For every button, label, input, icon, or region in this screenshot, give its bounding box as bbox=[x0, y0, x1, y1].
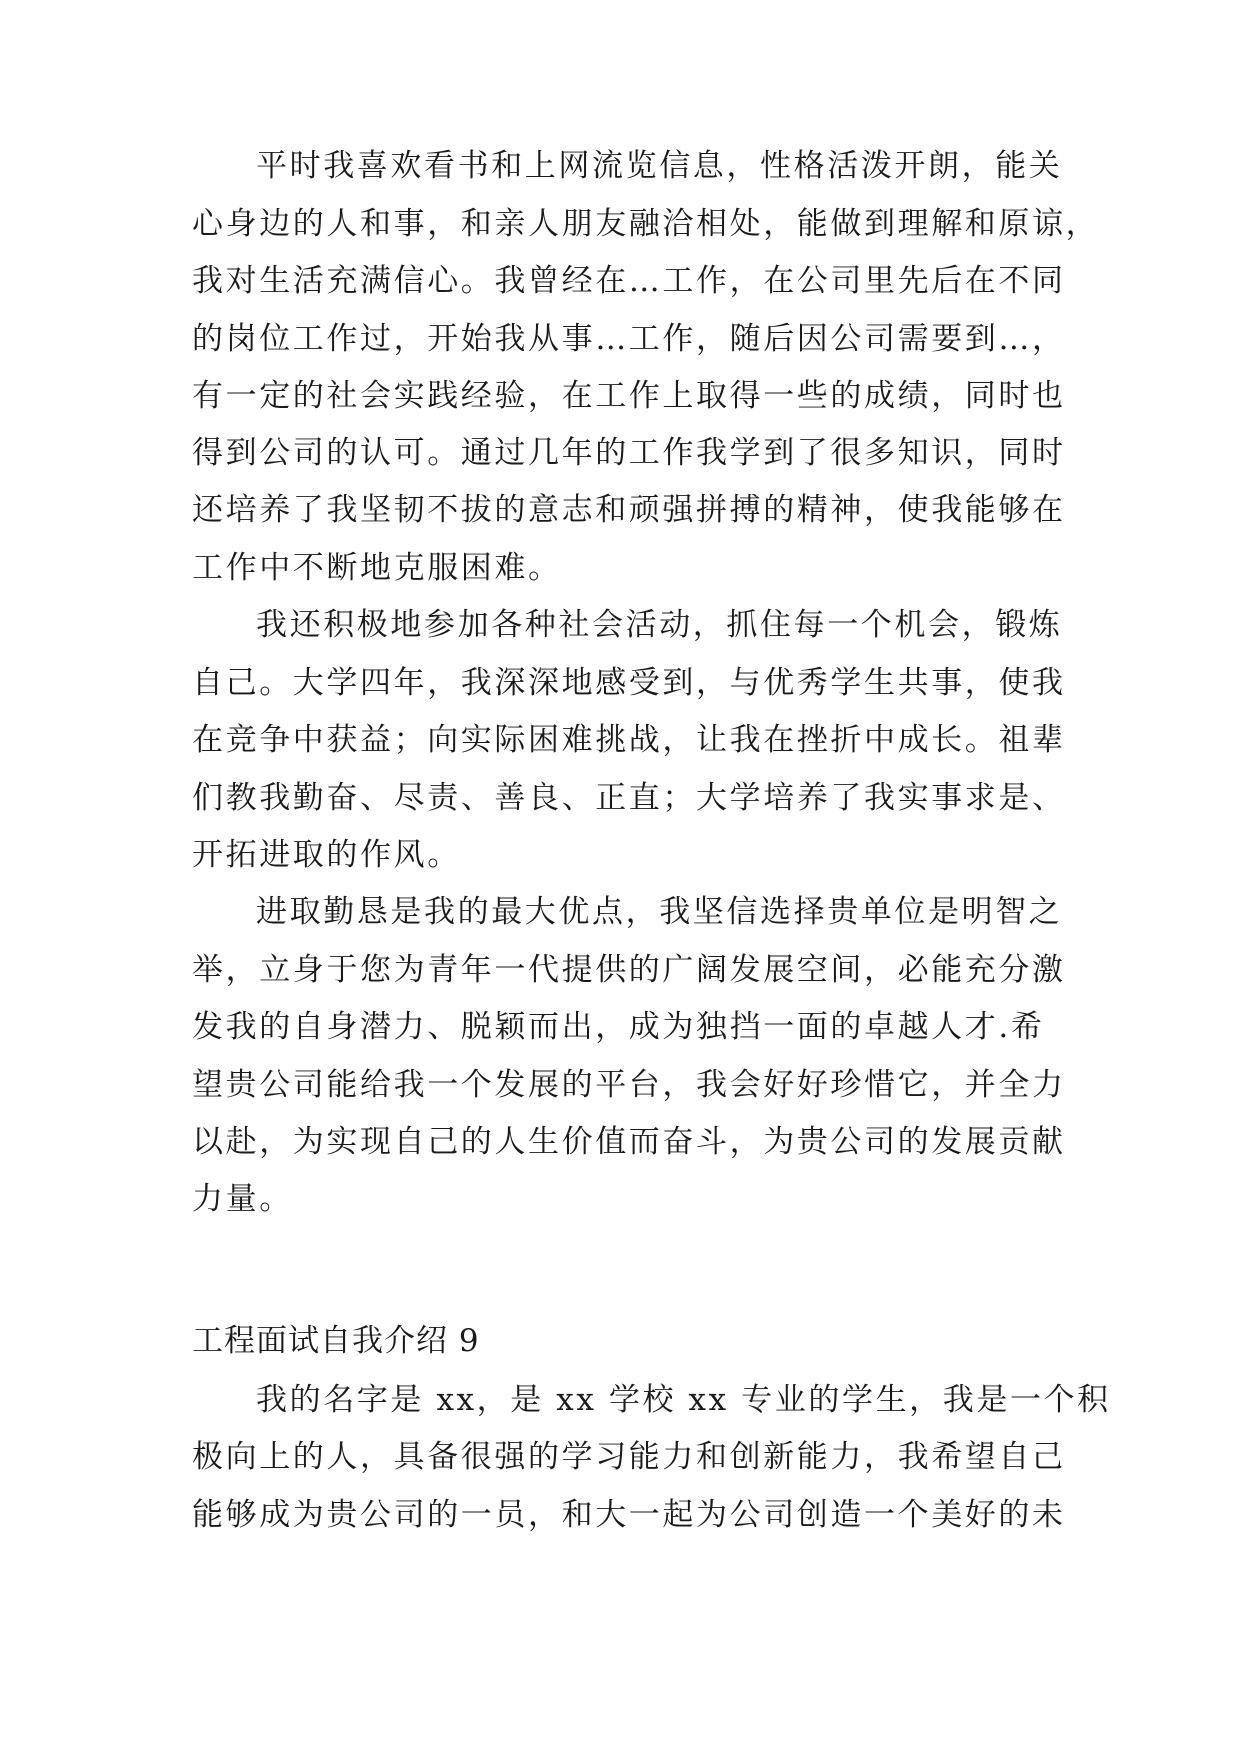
paragraph-1-line-1: 平时我喜欢看书和上网流览信息，性格活泼开朗，能关 bbox=[256, 148, 1063, 184]
section-paragraph-line-1: 我的名字是 xx，是 xx 学校 xx 专业的学生，我是一个积 bbox=[256, 1382, 1111, 1418]
paragraph-1-line-6: 得到公司的认可。通过几年的工作我学到了很多知识，同时 bbox=[192, 435, 1066, 471]
paragraph-1-line-5: 有一定的社会实践经验，在工作上取得一些的成绩，同时也 bbox=[192, 378, 1066, 414]
paragraph-2-line-4: 们教我勤奋、尽责、善良、正直；大学培养了我实事求是、 bbox=[192, 780, 1066, 816]
paragraph-2-line-2: 自己。大学四年，我深深地感受到，与优秀学生共事，使我 bbox=[192, 665, 1066, 701]
paragraph-1-line-3: 我对生活充满信心。我曾经在…工作，在公司里先后在不同 bbox=[192, 263, 1066, 299]
paragraph-1-line-7: 还培养了我坚韧不拔的意志和顽强拼搏的精神，使我能够在 bbox=[192, 492, 1066, 528]
paragraph-1-line-8: 工作中不断地克服困难。 bbox=[192, 550, 562, 586]
paragraph-3-line-5: 以赴，为实现自己的人生价值而奋斗，为贵公司的发展贡献 bbox=[192, 1124, 1066, 1160]
paragraph-3-line-2: 举，立身于您为青年一代提供的广阔发展空间，必能充分激 bbox=[192, 952, 1066, 988]
paragraph-2-line-3: 在竞争中获益；向实际困难挑战，让我在挫折中成长。祖辈 bbox=[192, 722, 1066, 758]
paragraph-3-line-6: 力量。 bbox=[192, 1181, 293, 1217]
paragraph-2-line-5: 开拓进取的作风。 bbox=[192, 837, 461, 873]
section-paragraph-line-2: 极向上的人，具备很强的学习能力和创新能力，我希望自己 bbox=[192, 1439, 1066, 1475]
section-title: 工程面试自我介绍 9 bbox=[192, 1323, 480, 1359]
paragraph-1-line-2: 心身边的人和事，和亲人朋友融洽相处，能做到理解和原谅， bbox=[192, 206, 1100, 242]
paragraph-3-line-1: 进取勤恳是我的最大优点，我坚信选择贵单位是明智之 bbox=[256, 894, 1063, 930]
paragraph-1-line-4: 的岗位工作过，开始我从事…工作，随后因公司需要到…， bbox=[192, 321, 1066, 357]
section-paragraph-line-3: 能够成为贵公司的一员，和大一起为公司创造一个美好的未 bbox=[192, 1497, 1066, 1533]
paragraph-2-line-1: 我还积极地参加各种社会活动，抓住每一个机会，锻炼 bbox=[256, 607, 1063, 643]
paragraph-3-line-3: 发我的自身潜力、脱颖而出，成为独挡一面的卓越人才.希 bbox=[192, 1009, 1045, 1045]
paragraph-3-line-4: 望贵公司能给我一个发展的平台，我会好好珍惜它，并全力 bbox=[192, 1067, 1066, 1103]
